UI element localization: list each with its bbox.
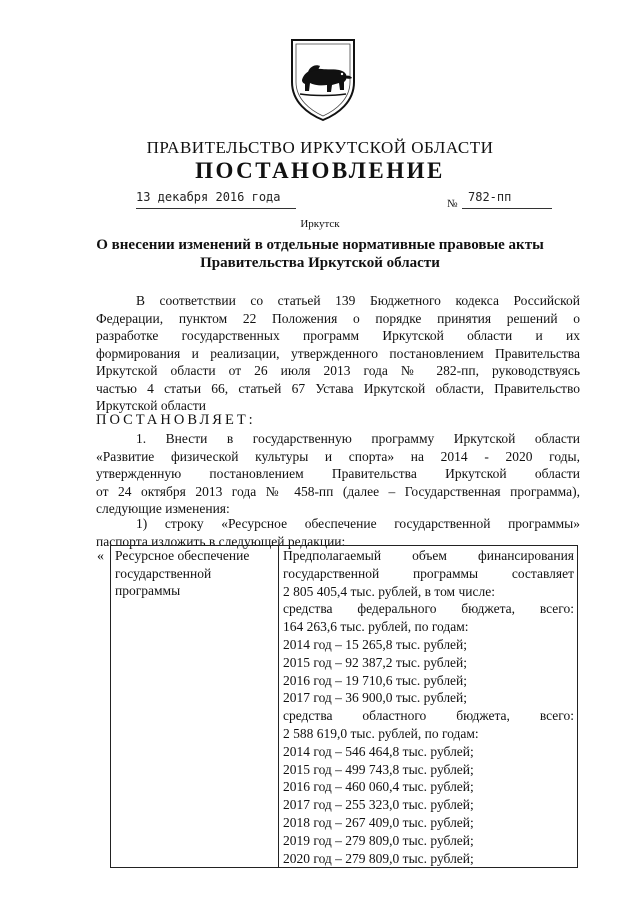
cell-line: 2020 год – 279 809,0 тыс. рублей; [283, 850, 474, 866]
cell-line: 2014 год – 15 265,8 тыс. рублей; [283, 636, 468, 652]
cell-line: 2017 год – 255 323,0 тыс. рублей; [283, 797, 474, 813]
cell-line: государственной [115, 565, 212, 581]
number-value: 782-пп [468, 190, 512, 204]
date-field [136, 190, 296, 209]
text-line: формирования и реализации, утвержденного постановлением Правительства [96, 345, 580, 361]
text-line: «Развитие физической культуры и спорта» на 2014 - 2020 годы, [96, 448, 580, 464]
cell-line: 2016 год – 460 060,4 тыс. рублей; [283, 779, 474, 795]
item-1-paragraph [96, 430, 580, 518]
cell-line: Предполагаемый объем финансирования [283, 548, 574, 563]
table-cell-label [111, 546, 279, 868]
open-quote: « [97, 549, 104, 564]
table-cell-value [279, 546, 578, 868]
cell-line: 2015 год – 499 743,8 тыс. рублей; [283, 761, 474, 777]
cell-line: 2 805 405,4 тыс. рублей, в том числе: [283, 583, 495, 599]
text-line: следующие изменения: [96, 501, 230, 516]
coat-of-arms-icon [288, 36, 358, 122]
preamble-paragraph [96, 292, 580, 415]
text-line: от 24 октября 2013 года № 458-пп (далее – Государственная программа), [96, 483, 580, 499]
text-line: утвержденную постановлением Правительства Иркутской области [96, 466, 580, 481]
table-row [111, 546, 578, 868]
text-line: Федерации, пунктом 22 Положения о порядке принятия решений о [96, 310, 580, 326]
title-line: О внесении изменений в отдельные нормативные правовые акты [96, 237, 544, 253]
cell-line: Ресурсное обеспечение [115, 548, 250, 563]
city: Иркутск [300, 218, 340, 230]
cell-line: 2017 год – 36 900,0 тыс. рублей; [283, 690, 468, 706]
text-line: паспорта изложить в следующей редакции: [96, 533, 346, 549]
cell-line: 2014 год – 546 464,8 тыс. рублей; [283, 743, 474, 759]
cell-line: 2018 год – 267 409,0 тыс. рублей; [283, 814, 474, 830]
cell-line: 2 588 619,0 тыс. рублей, по годам: [283, 725, 479, 741]
document-type: ПОСТАНОВЛЕНИЕ [195, 158, 445, 183]
text-line: 1) строку «Ресурсное обеспечение государственной программы» [136, 516, 580, 531]
date-value: 13 декабря 2016 года [136, 190, 281, 204]
resolves-heading: ПОСТАНОВЛЯЕТ: [96, 412, 256, 428]
text-line: 1. Внести в государственную программу Иркутской области [136, 431, 580, 446]
number-field [462, 190, 552, 209]
text-line: В соответствии со статьей 139 Бюджетного кодекса Российской [136, 293, 580, 308]
cell-line: средства федерального бюджета, всего: [283, 601, 574, 617]
text-line: Иркутской области [96, 398, 207, 413]
text-line: частью 4 статьи 66, статьей 67 Устава Иркутской области, Правительство [96, 380, 580, 396]
document-title [90, 236, 550, 272]
cell-line: 2015 год – 92 387,2 тыс. рублей; [283, 654, 468, 670]
cell-line: государственной программы составляет [283, 565, 574, 581]
title-line: Правительства Иркутской области [200, 255, 440, 271]
cell-line: средства областного бюджета, всего: [283, 708, 574, 724]
text-line: разработке государственных программ Иркутской области и их [96, 328, 580, 343]
cell-line: программы [115, 583, 181, 598]
number-label: № [447, 198, 458, 210]
cell-line: 2016 год – 19 710,6 тыс. рублей; [283, 672, 468, 688]
cell-line: 2019 год – 279 809,0 тыс. рублей; [283, 832, 474, 848]
resource-table [110, 545, 578, 868]
text-line: Иркутской области от 26 июля 2013 года № 282-пп, руководствуясь [96, 363, 580, 378]
cell-line: 164 263,6 тыс. рублей, по годам: [283, 619, 469, 635]
government-name: ПРАВИТЕЛЬСТВО ИРКУТСКОЙ ОБЛАСТИ [146, 138, 494, 157]
